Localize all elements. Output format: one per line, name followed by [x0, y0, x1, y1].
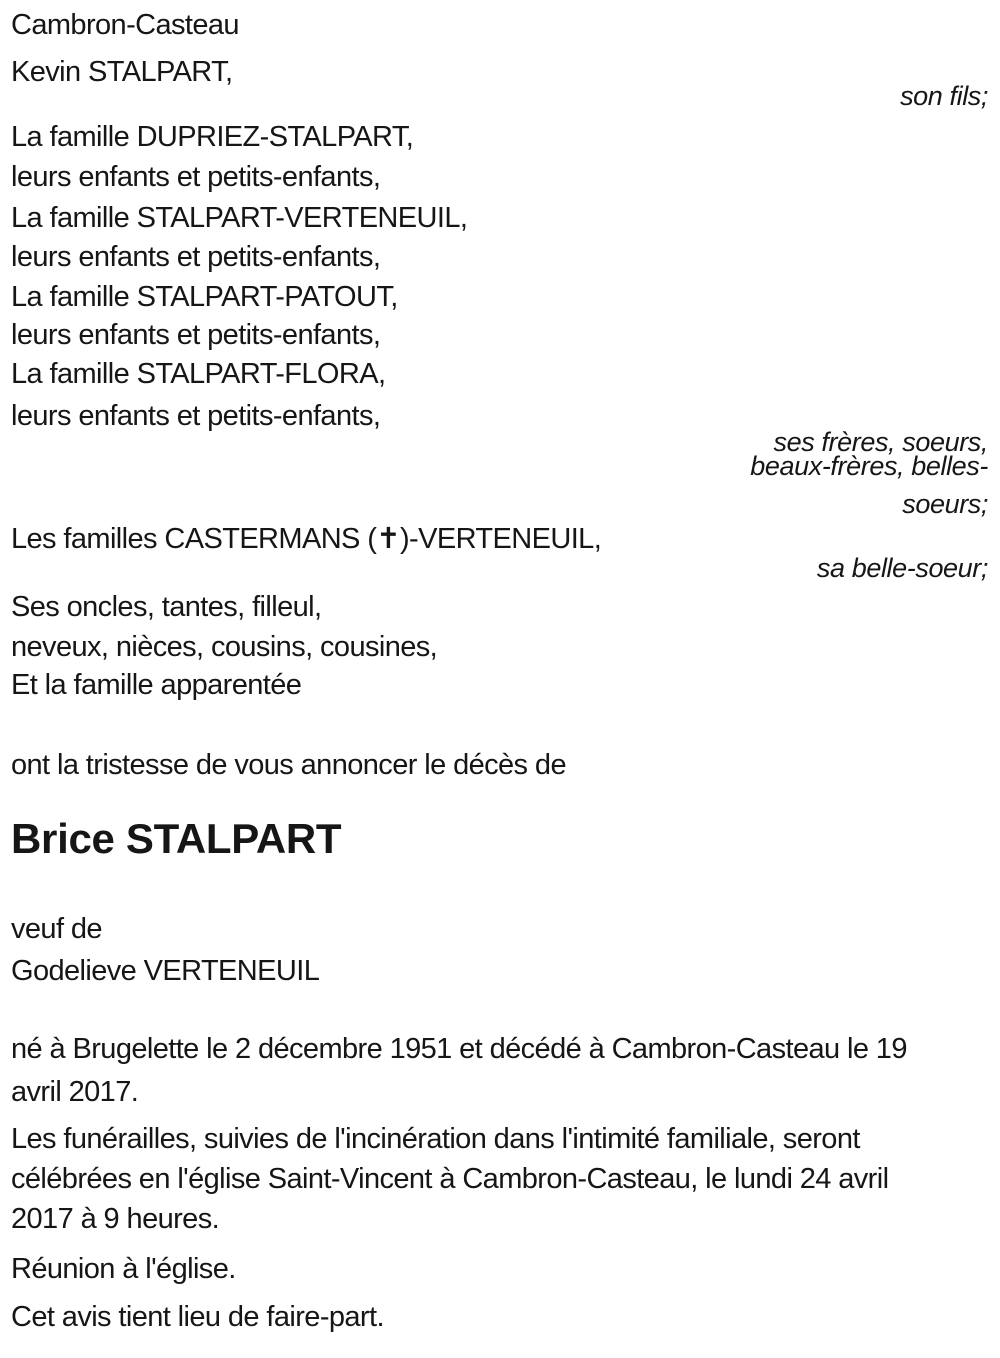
mourner-name-line: leurs enfants et petits-enfants,	[11, 319, 381, 351]
deceased-name: Brice STALPART	[11, 815, 342, 862]
funeral-line: 2017 à 9 heures.	[11, 1203, 220, 1235]
place-line: Cambron-Casteau	[11, 9, 239, 41]
relation-line: sa belle-soeur;	[816, 553, 988, 583]
relation-line: soeurs;	[902, 489, 988, 519]
notice-line: Cet avis tient lieu de faire-part.	[11, 1301, 384, 1333]
funeral-line: célébrées en l'église Saint-Vincent à Cambron-Casteau, le lundi 24 avril	[11, 1163, 889, 1195]
spouse-name-line: Godelieve VERTENEUIL	[11, 955, 320, 987]
funeral-line: Les funérailles, suivies de l'incinération dans l'intimité familiale, seront	[11, 1123, 860, 1155]
spouse-prefix-line: veuf de	[11, 913, 102, 945]
birth-death-line: avril 2017.	[11, 1076, 139, 1108]
intro-line: ont la tristesse de vous annoncer le décès de	[11, 749, 566, 781]
mourner-name-line: Les familles CASTERMANS (✝)-VERTENEUIL,	[11, 523, 602, 555]
mourner-name-line: La famille STALPART-FLORA,	[11, 358, 386, 390]
mourner-name-line: La famille STALPART-PATOUT,	[11, 281, 398, 313]
meeting-line: Réunion à l'église.	[11, 1253, 236, 1285]
mourner-name-line: leurs enfants et petits-enfants,	[11, 400, 381, 432]
mourner-name-line: leurs enfants et petits-enfants,	[11, 161, 381, 193]
mourner-name-line: Kevin STALPART,	[11, 56, 233, 88]
mourner-name-line: Et la famille apparentée	[11, 669, 302, 701]
mourner-name-line: La famille DUPRIEZ-STALPART,	[11, 121, 414, 153]
relation-line: beaux-frères, belles-	[750, 451, 988, 481]
birth-death-line: né à Brugelette le 2 décembre 1951 et décédé à Cambron-Casteau le 19	[11, 1033, 907, 1065]
mourner-name-line: La famille STALPART-VERTENEUIL,	[11, 202, 468, 234]
relation-line: son fils;	[900, 81, 988, 111]
mourner-name-line: Ses oncles, tantes, filleul,	[11, 591, 322, 623]
relation-line: ses frères, soeurs,	[773, 427, 988, 457]
mourner-name-line: leurs enfants et petits-enfants,	[11, 241, 381, 273]
mourner-name-line: neveux, nièces, cousins, cousines,	[11, 631, 438, 663]
